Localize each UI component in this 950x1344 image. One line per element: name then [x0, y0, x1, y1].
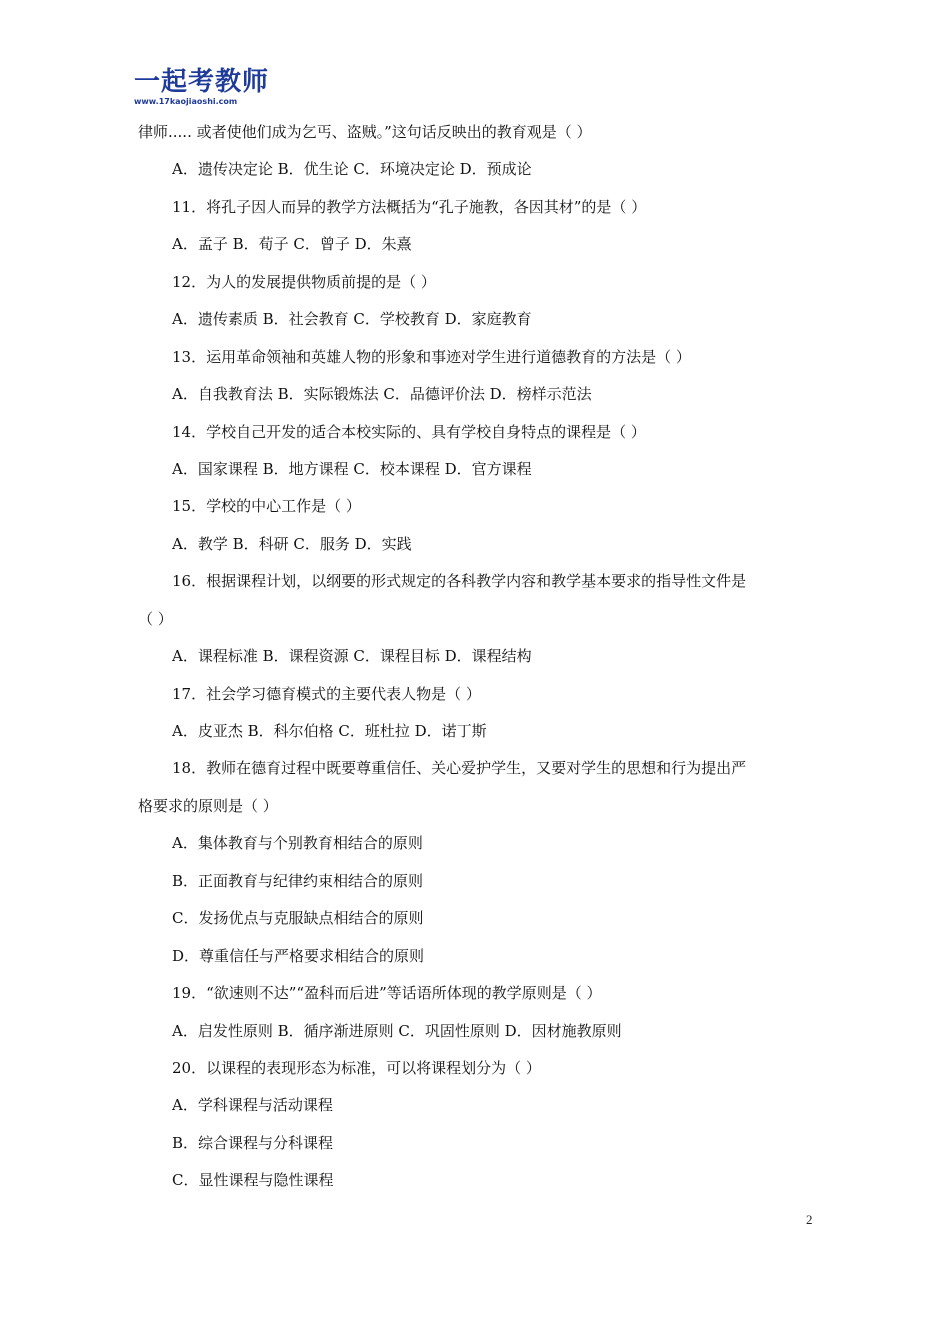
- text-line: B．正面教育与纪律约束相结合的原则: [172, 871, 424, 890]
- text-line: 律师..... 或者使他们成为乞丐、盗贼。”这句话反映出的教育观是（ ）: [138, 123, 592, 141]
- text-line: A．遗传素质 B．社会教育 C．学校教育 D．家庭教育: [172, 310, 532, 329]
- text-line: 13．运用革命领袖和英雄人物的形象和事迹对学生进行道德教育的方法是（ ）: [172, 347, 691, 366]
- text-line: 12．为人的发展提供物质前提的是（ ）: [172, 272, 436, 291]
- text-line: 16．根据课程计划，以纲要的形式规定的各科教学内容和教学基本要求的指导性文件是: [172, 572, 747, 591]
- text-line: 19．“欲速则不达”“盈科而后进”等话语所体现的教学原则是（ ）: [172, 984, 602, 1003]
- text-line: C．显性课程与隐性课程: [172, 1171, 334, 1190]
- text-line: 18．教师在德育过程中既要尊重信任、关心爱护学生，又要对学生的思想和行为提出严: [172, 759, 747, 778]
- text-line: A．自我教育法 B．实际锻炼法 C．品德评价法 D．榜样示范法: [172, 385, 592, 404]
- text-line: 15．学校的中心工作是（ ）: [172, 497, 361, 516]
- text-line: A．皮亚杰 B．科尔伯格 C．班杜拉 D．诺丁斯: [172, 722, 487, 740]
- text-line: A．学科课程与活动课程: [172, 1096, 333, 1115]
- text-line: B．综合课程与分科课程: [172, 1133, 334, 1152]
- logo-title: 一起考教师: [134, 67, 270, 97]
- text-line: 17．社会学习德育模式的主要代表人物是（ ）: [172, 684, 481, 703]
- text-line: A．国家课程 B．地方课程 C．校本课程 D．官方课程: [172, 459, 532, 478]
- logo-url: www.17kaojiaoshi.com: [134, 97, 238, 106]
- text-line: A．教学 B．科研 C．服务 D．实践: [172, 534, 412, 553]
- text-line: A．孟子 B．荀子 C．曾子 D．朱熹: [172, 235, 412, 254]
- text-line: D．尊重信任与严格要求相结合的原则: [172, 946, 425, 965]
- brand-logo: [134, 67, 270, 108]
- text-line: 20．以课程的表现形态为标准，可以将课程划分为（ ）: [172, 1058, 541, 1077]
- document-body: [138, 114, 818, 1200]
- text-line: A．遗传决定论 B．优生论 C．环境决定论 D．预成论: [172, 160, 532, 179]
- text-line: A．集体教育与个别教育相结合的原则: [172, 834, 423, 853]
- text-line: A．启发性原则 B．循序渐进原则 C．巩固性原则 D．因材施教原则: [172, 1021, 622, 1040]
- text-line: C．发扬优点与克服缺点相结合的原则: [172, 909, 424, 928]
- text-line: A．课程标准 B．课程资源 C．课程目标 D．课程结构: [172, 647, 532, 666]
- text-line: 11．将孔子因人而异的教学方法概括为“孔子施教，各因其材”的是（ ）: [172, 197, 647, 216]
- text-line: 格要求的原则是（ ）: [138, 796, 278, 815]
- text-line: 14．学校自己开发的适合本校实际的、具有学校自身特点的课程是（ ）: [172, 422, 646, 441]
- text-line: （ ）: [138, 609, 173, 628]
- page-number: 2: [806, 1212, 813, 1227]
